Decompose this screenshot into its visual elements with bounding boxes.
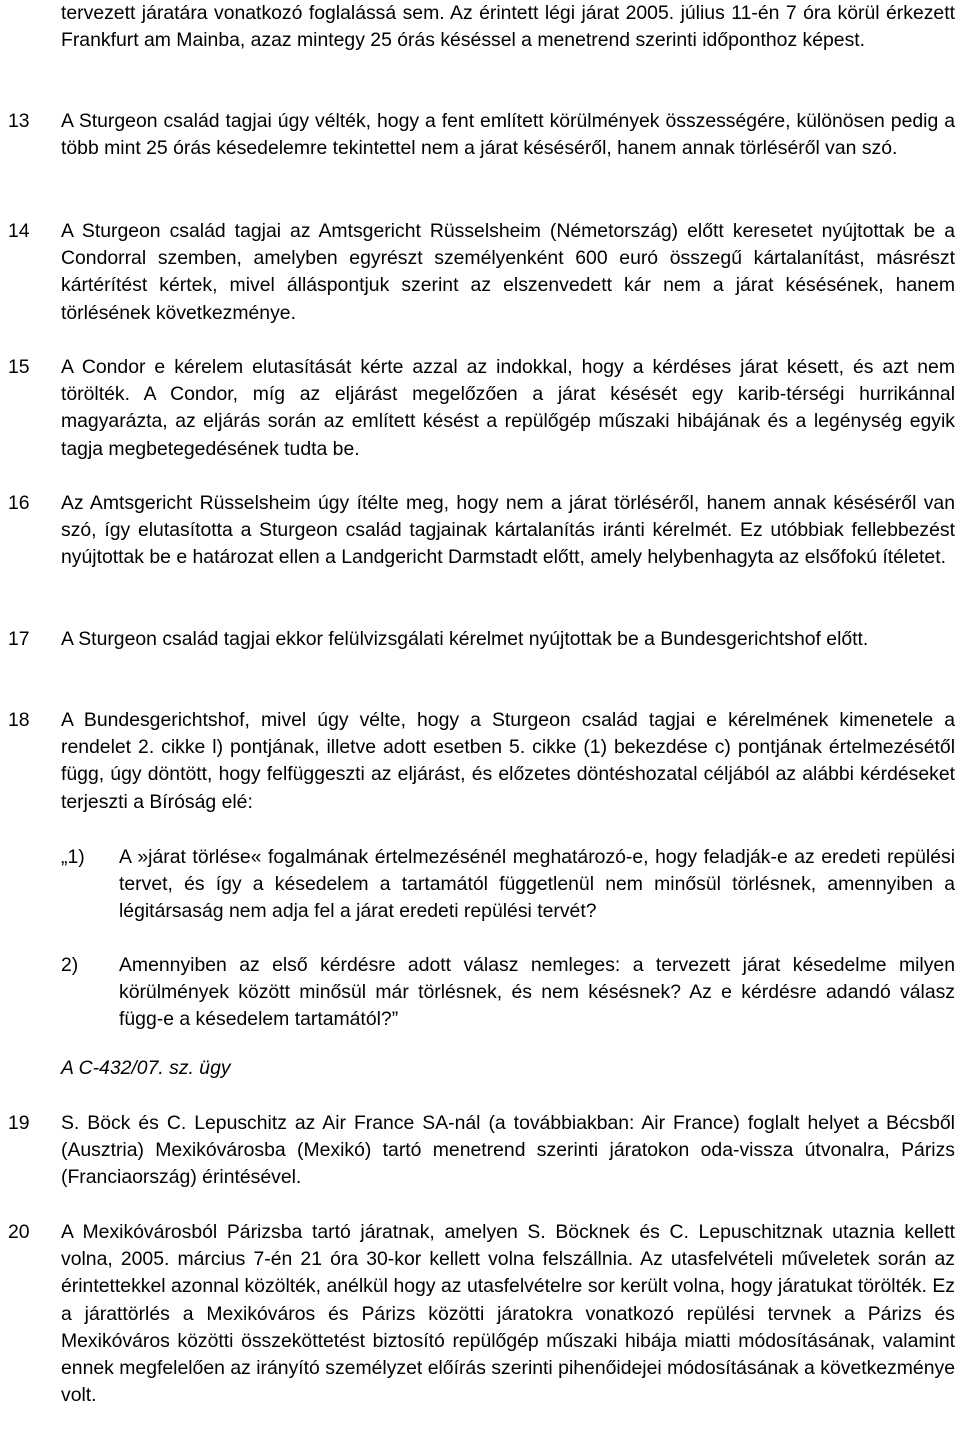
paragraph-number-20: 20 [8, 1221, 30, 1243]
paragraph-number-14: 14 [8, 220, 30, 242]
paragraph-number-19: 19 [8, 1112, 30, 1134]
paragraph-18: A Bundesgerichtshof, mivel úgy vélte, hogy a Sturgeon család tagjai e kérelmének kimenetele a rendelet 2. cikke l) pontjának, illetve adott esetben 5. cikke (1) bekezdése c) pontjának értelmezésétől függ, úgy döntött, hogy felfüggeszti az eljárást, és előzetes döntéshozatal céljából az alábbi kérdéseket terjeszti a Bíróság elé: [61, 709, 955, 813]
paragraph-number-17: 17 [8, 628, 30, 650]
question-number-2: 2) [61, 954, 79, 976]
paragraph-number-18: 18 [8, 709, 30, 731]
paragraph-19: S. Böck és C. Lepuschitz az Air France SA-nál (a továbbiakban: Air France) foglalt helyet a Bécsből (Ausztria) Mexikóvárosba (Mexikó) tartó menetrend szerinti járatokon oda-vissza útvonalra, Párizs (Franciaország) érintésével. [61, 1112, 955, 1189]
paragraph-20: A Mexikóvárosból Párizsba tartó járatnak, amelyen S. Böcknek és C. Lepuschitznak utaznia kellett volna, 2005. március 7-én 21 óra 30-kor kellett volna felszállnia. Az utasfelvételi műveletek során az érintettekkel azonnal közölték, anélkül hogy az utasfelvételre sor került volna, hogy járatukat törölték. Ez a járattörlés a Mexikóváros és Párizs közötti járatokra vonatkozó repülési tervnek a Párizs és Mexikóváros közötti összeköttetést biztosító repülőgép műszaki hibája miatti módosításának, valamint ennek megfelelően az irányító személyzet előírás szerinti pihenőidejei módosításának a következménye volt. [61, 1221, 955, 1407]
paragraph-number-16: 16 [8, 492, 30, 514]
paragraph-13: A Sturgeon család tagjai úgy vélték, hogy a fent említett körülmények összességére, különösen pedig a több mint 25 órás késedelemre tekintettel nem a járat késéséről, hanem annak törléséről van szó. [61, 110, 955, 160]
paragraph-17: A Sturgeon család tagjai ekkor felülvizsgálati kérelmet nyújtottak be a Bundesgerichtshof előtt. [61, 628, 869, 650]
paragraph-14: A Sturgeon család tagjai az Amtsgericht Rüsselsheim (Németország) előtt keresetet nyújtottak be a Condorral szemben, amelyben egyrészt személyenként 600 euró összegű kártalanítást, másrészt kártérítést kértek, mivel álláspontjuk szerint az elszenvedett kár nem a járat késésének, hanem törlésének következménye. [61, 220, 955, 324]
paragraph-number-15: 15 [8, 356, 30, 378]
question-1: A »járat törlése« fogalmának értelmezésénél meghatározó-e, hogy feladják-e az eredeti repülési tervet, és így a késedelem a tartamától függetlenül nem minősül törlésnek, amennyiben a légitársaság nem adja fel a járat eredeti repülési tervét? [119, 846, 955, 923]
question-number-1: „1) [61, 846, 85, 868]
intro-paragraph: tervezett járatára vonatkozó foglalássá sem. Az érintett légi járat 2005. július 11-én 7 óra körül érkezett Frankfurt am Mainba, azaz mintegy 25 órás késéssel a menetrend szerinti időponthoz képest. [61, 2, 955, 52]
paragraph-15: A Condor e kérelem elutasítását kérte azzal az indokkal, hogy a kérdéses járat késett, és azt nem törölték. A Condor, míg az eljárást megelőzően a járat késését egy karib-térségi hurrikánnal magyarázta, az eljárás során az említett késést a repülőgép műszaki hibájának és a legénység egyik tagja megbetegedésének tudta be. [61, 356, 955, 460]
case-reference-heading: A C-432/07. sz. ügy [61, 1057, 231, 1079]
question-2: Amennyiben az első kérdésre adott válasz nemleges: a tervezett járat késedelme milyen körülmények között minősül már törlésnek, és nem késésnek? Az e kérdésre adandó válasz függ-e a késedelem tartamától?” [119, 954, 955, 1031]
paragraph-16: Az Amtsgericht Rüsselsheim úgy ítélte meg, hogy nem a járat törléséről, hanem annak késéséről van szó, így elutasította a Sturgeon család tagjainak kártalanítás iránti kérelmét. Ez utóbbiak fellebbezést nyújtottak be e határozat ellen a Landgericht Darmstadt előtt, amely helybenhagyta az elsőfokú ítéletet. [61, 492, 955, 569]
paragraph-number-13: 13 [8, 110, 30, 132]
